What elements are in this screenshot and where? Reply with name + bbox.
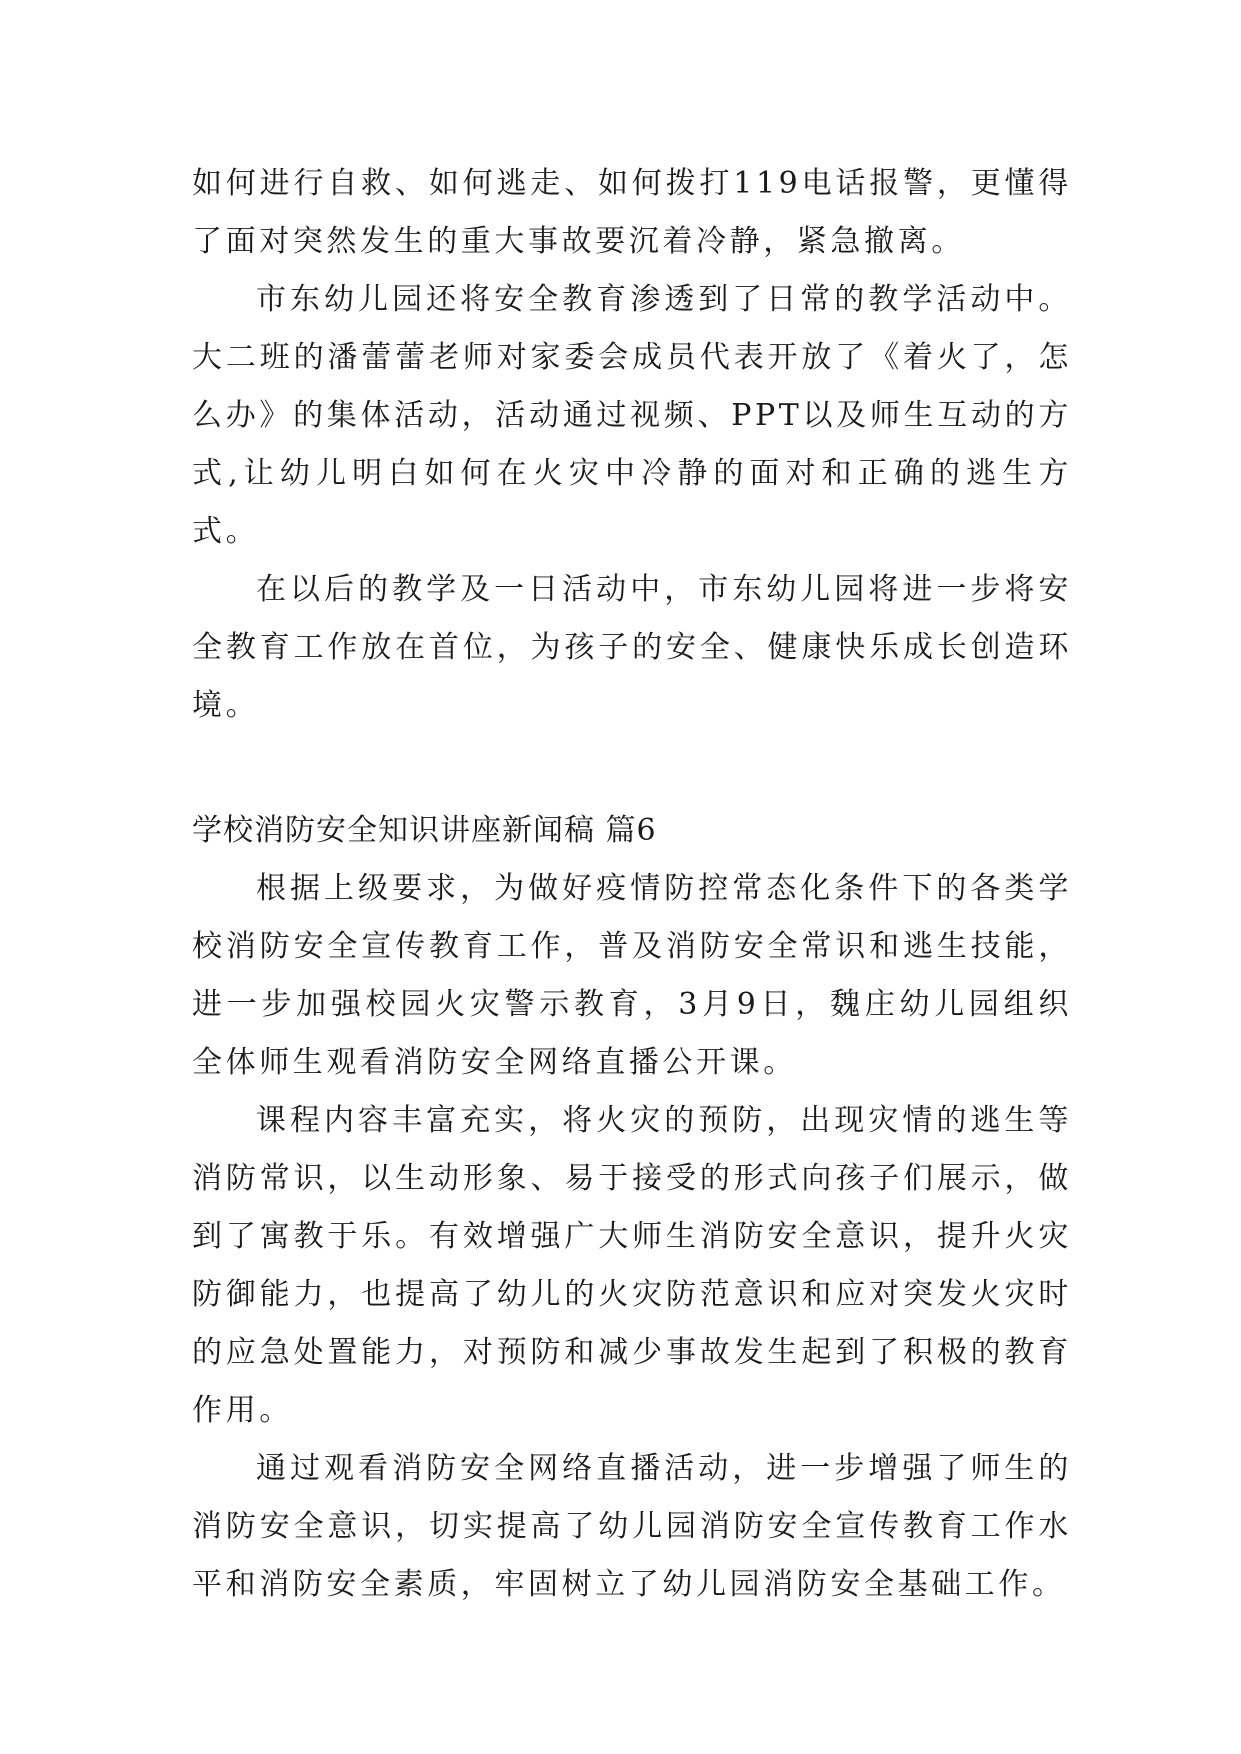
paragraph-continuation: 如何进行自救、如何逃走、如何拨打119电话报警，更懂得了面对突然发生的重大事故要沉着冷静，紧急撤离。 xyxy=(192,166,1072,259)
section-title: 学校消防安全知识讲座新闻稿 篇6 xyxy=(192,813,657,848)
paragraph-conclusion: 通过观看消防安全网络直播活动，进一步增强了师生的消防安全意识，切实提高了幼儿园消防安全宣传教育工作水平和消防安全素质，牢固树立了幼儿园消防安全基础工作。 xyxy=(192,1451,1072,1602)
paragraph-daily-teaching: 市东幼儿园还将安全教育渗透到了日常的教学活动中。大二班的潘蕾蕾老师对家委会成员代表开放了《着火了，怎么办》的集体活动，活动通过视频、PPT以及师生互动的方式,让幼儿明白如何在火灾中冷静的面对和正确的逃生方式。 xyxy=(192,282,1072,549)
paragraph-future-plans: 在以后的教学及一日活动中，市东幼儿园将进一步将安全教育工作放在首位，为孩子的安全、健康快乐成长创造环境。 xyxy=(192,572,1072,723)
paragraph-livestream-intro: 根据上级要求，为做好疫情防控常态化条件下的各类学校消防安全宣传教育工作，普及消防安全常识和逃生技能，进一步加强校园火灾警示教育，3月9日，魏庄幼儿园组织全体师生观看消防安全网络直播公开课。 xyxy=(192,871,1072,1080)
paragraph-course-content: 课程内容丰富充实，将火灾的预防，出现灾情的逃生等消防常识，以生动形象、易于接受的形式向孩子们展示，做到了寓教于乐。有效增强广大师生消防安全意识，提升火灾防御能力，也提高了幼儿的火灾防范意识和应对突发火灾时的应急处置能力，对预防和减少事故发生起到了积极的教育作用。 xyxy=(192,1103,1072,1428)
document-body xyxy=(192,155,1072,1614)
